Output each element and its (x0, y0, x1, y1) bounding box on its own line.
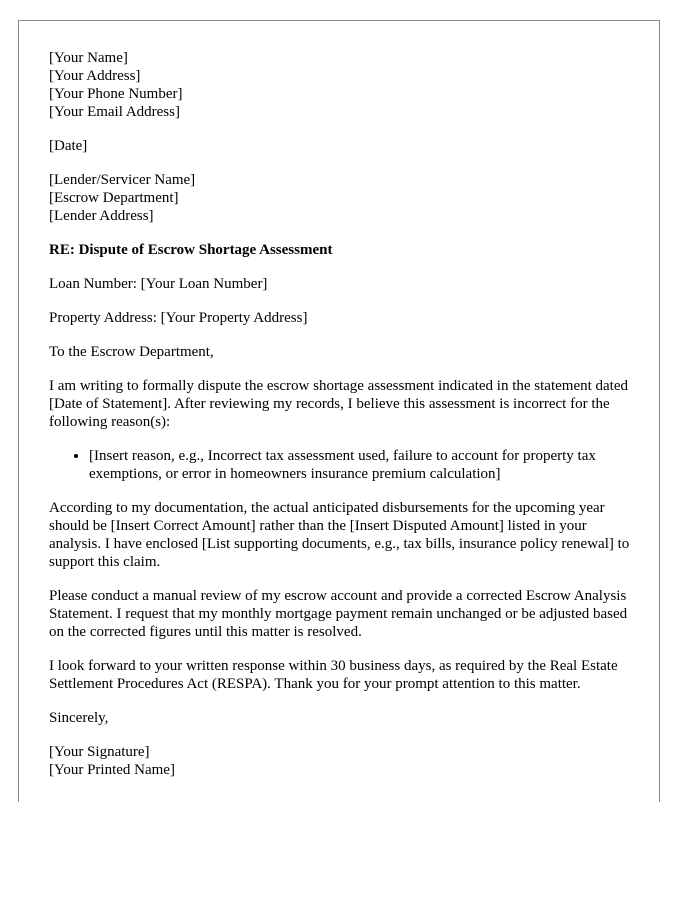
letter-date: [Date] (49, 138, 88, 154)
recipient-name: [Lender/Servicer Name] (49, 172, 196, 188)
property-address: Property Address: [Your Property Address] (49, 310, 308, 326)
recipient-block (49, 171, 634, 225)
signature: [Your Signature] (49, 744, 150, 760)
sender-phone: [Your Phone Number] (49, 86, 183, 102)
reason-item: • [Insert reason, e.g., Incorrect tax assessment used, failure to account for property tax exemptions, or error in homeowners insurance premium calculation] (89, 447, 634, 483)
recipient-department: [Escrow Department] (49, 190, 179, 206)
recipient-address: [Lender Address] (49, 208, 154, 224)
letter-content (49, 49, 634, 795)
printed-name: [Your Printed Name] (49, 762, 175, 778)
request-paragraph: Please conduct a manual review of my escrow account and provide a corrected Escrow Analysis Statement. I request that my monthly mortgage payment remain unchanged or be adjusted based on the corrected figures until this matter is resolved. (49, 588, 628, 640)
documentation-paragraph: According to my documentation, the actual anticipated disbursements for the upcoming year should be [Insert Correct Amount] rather than the [Insert Disputed Amount] listed in your analysis. I have enclosed [List supporting documents, e.g., tax bills, insurance policy renewal] to support this claim. (49, 500, 630, 570)
intro-paragraph: I am writing to formally dispute the escrow shortage assessment indicated in the statement dated [Date of Statement]. After reviewing my records, I believe this assessment is incorrect for the following reason(s): (49, 378, 629, 430)
sender-block (49, 49, 634, 121)
salutation: To the Escrow Department, (49, 344, 214, 360)
date-block (49, 137, 634, 155)
reasons-list (49, 447, 634, 483)
loan-number: Loan Number: [Your Loan Number] (49, 276, 268, 292)
sender-name: [Your Name] (49, 50, 128, 66)
closing: Sincerely, (49, 710, 109, 726)
letter-page (18, 20, 660, 802)
sender-email: [Your Email Address] (49, 104, 180, 120)
sender-address: [Your Address] (49, 68, 141, 84)
closing-note-paragraph: I look forward to your written response within 30 business days, as required by the Real Estate Settlement Procedures Act (RESPA). Thank you for your prompt attention to this matter. (49, 658, 618, 692)
signature-block (49, 743, 634, 779)
subject-line: RE: Dispute of Escrow Shortage Assessment (49, 242, 333, 258)
